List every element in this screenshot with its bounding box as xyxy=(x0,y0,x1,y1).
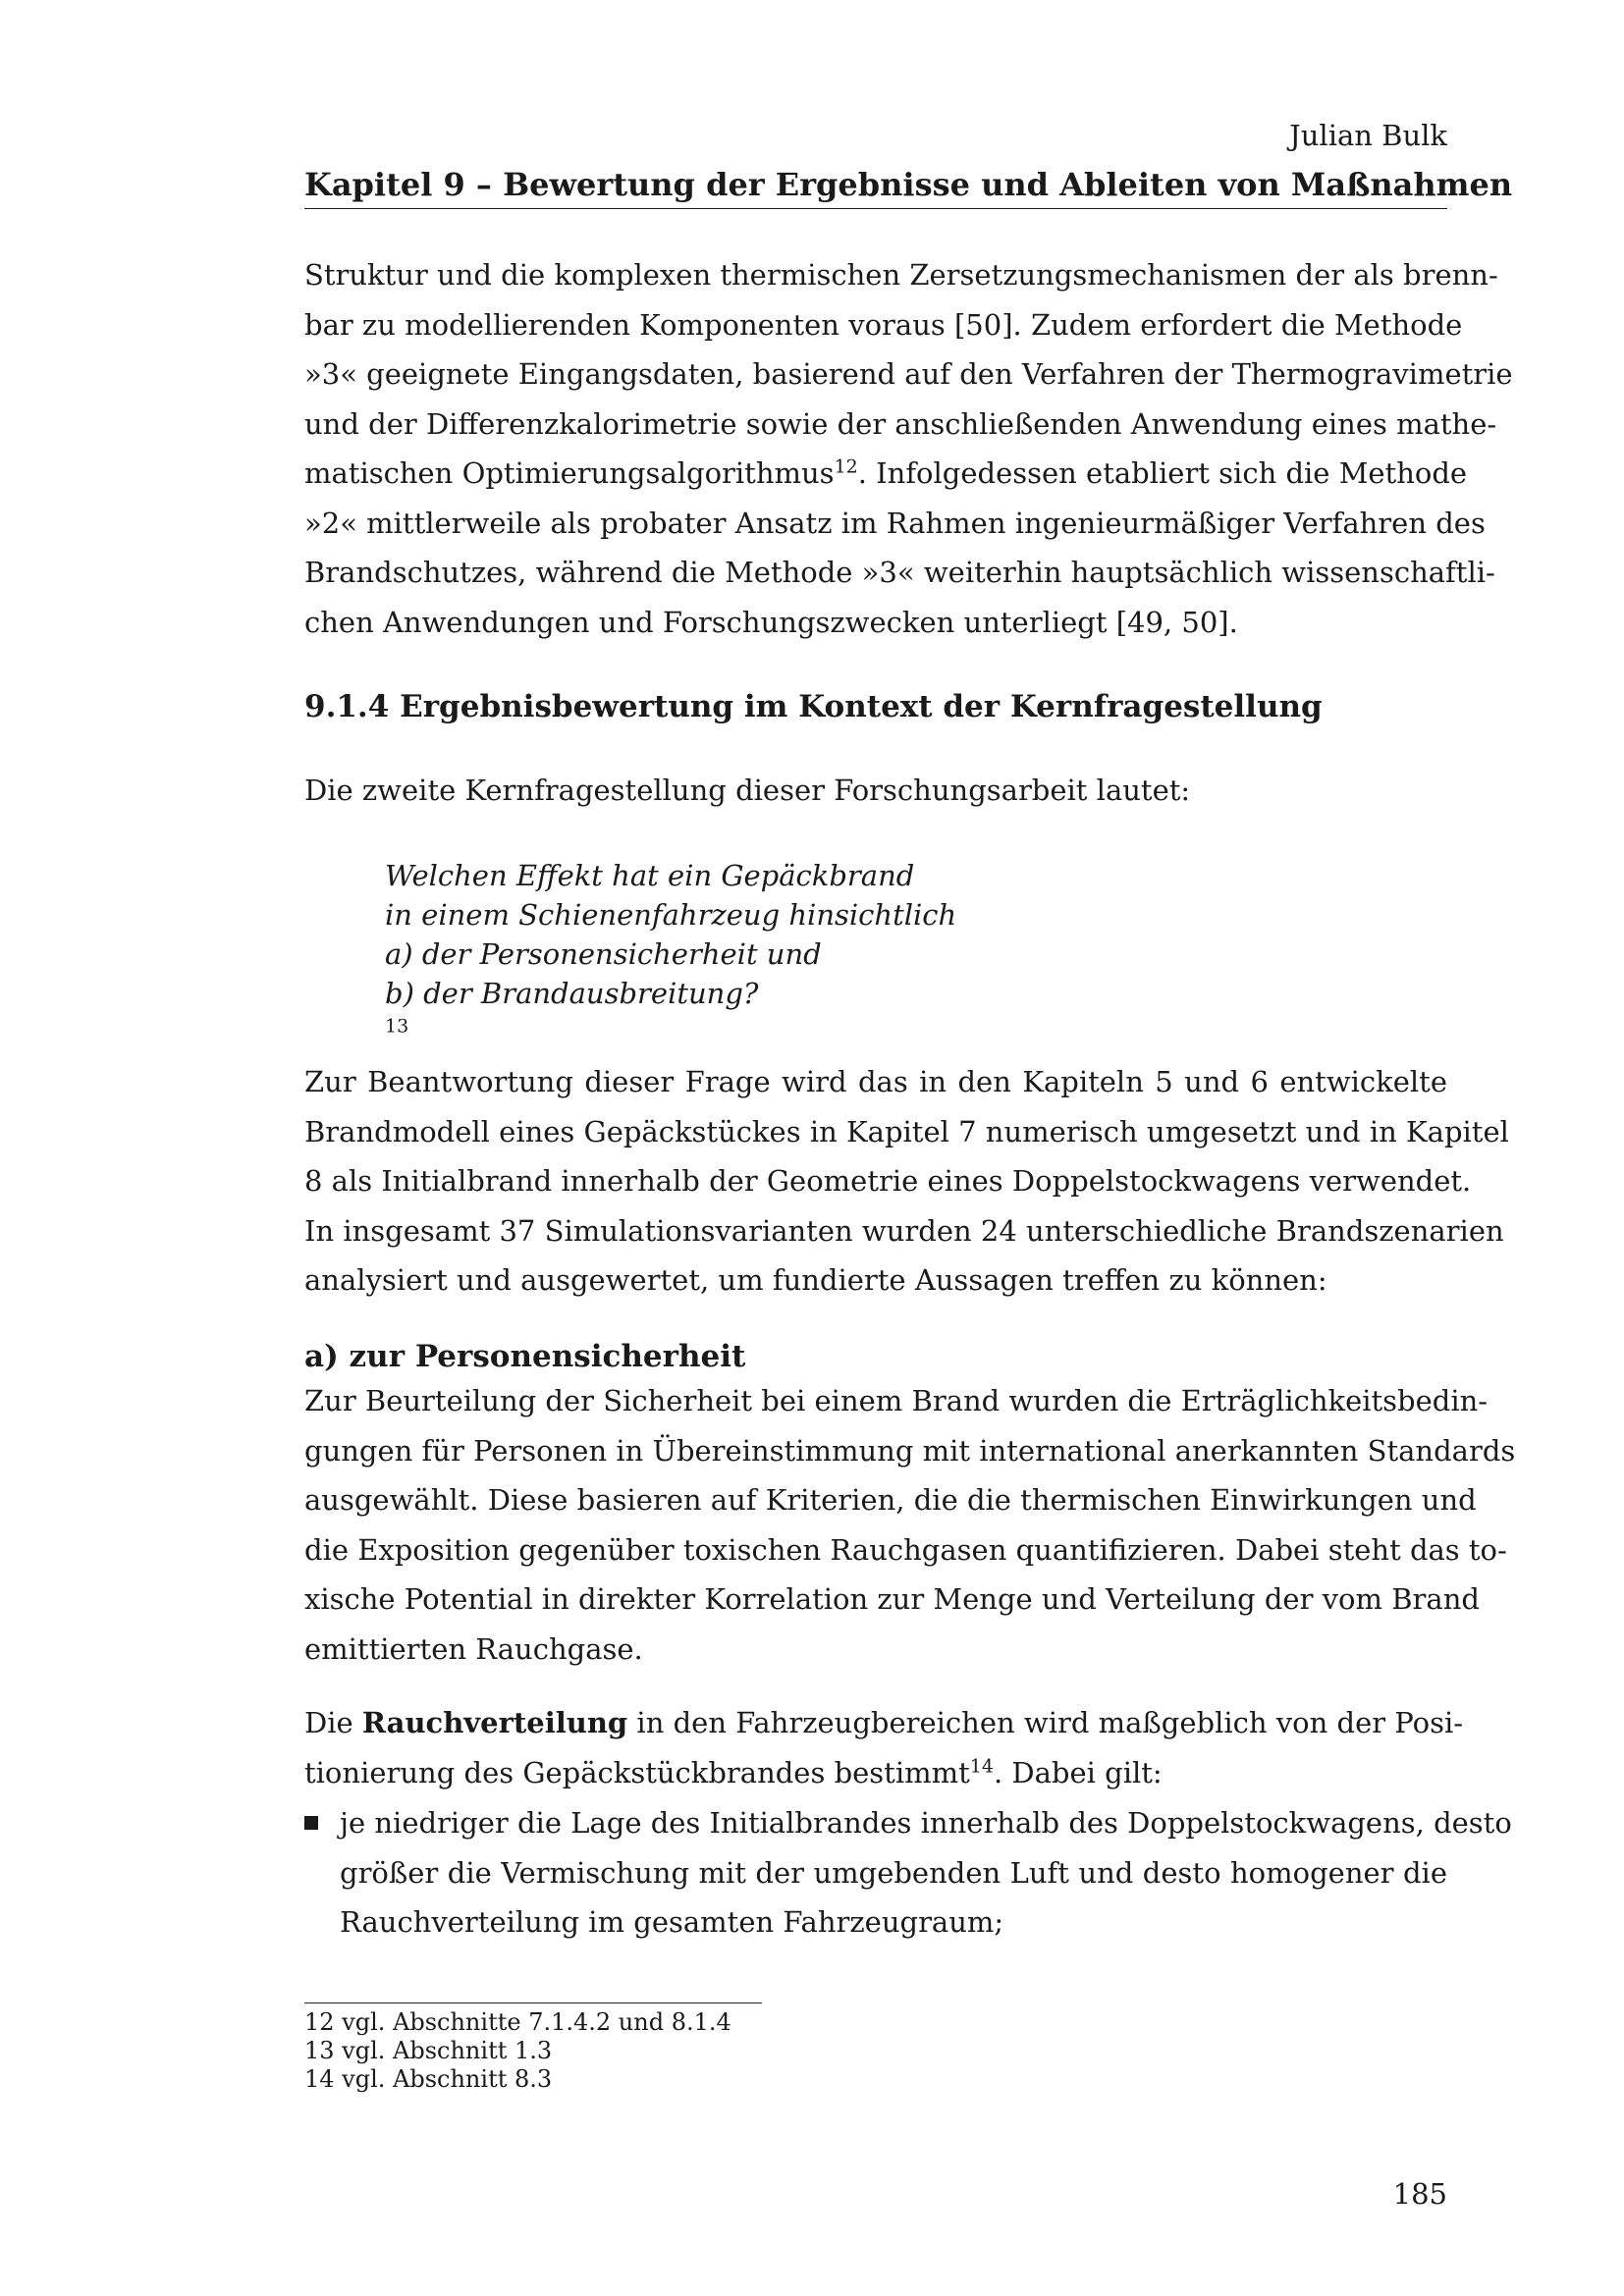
bold-term: Rauchverteilung xyxy=(361,1706,628,1739)
quote-line: a) der Personensicherheit und xyxy=(385,937,822,971)
footnotes xyxy=(304,2008,731,2094)
text-line: gungen für Personen in Übereinstimmung mit international anerkannten Standards xyxy=(304,1433,1516,1468)
text-line xyxy=(304,1748,1447,1798)
text-line: bar zu modellierenden Komponenten voraus [50]. Zudem erfordert die Methode xyxy=(304,307,1463,342)
quote-line: Welchen Effekt hat ein Gepäckbrand xyxy=(385,859,915,892)
footnote-mark-12: 12 xyxy=(834,455,858,478)
text-line: In insgesamt 37 Simulationsvarianten wurden 24 unterschiedliche Brandszenarien xyxy=(304,1213,1504,1248)
text-line: 8 als Initialbrand innerhalb der Geometrie eines Doppelstockwagens verwendet. xyxy=(304,1164,1472,1198)
footnote-rule xyxy=(304,2002,762,2003)
text-line: Zur Beurteilung der Sicherheit bei einem Brand wurden die Erträglichkeitsbedin- xyxy=(304,1384,1489,1417)
header-author: Julian Bulk xyxy=(1289,119,1447,152)
header-rule xyxy=(304,208,1447,209)
paragraph-answer-approach xyxy=(304,1057,1509,1306)
text-segment: . Dabei gilt: xyxy=(993,1755,1163,1789)
text-segment: in den Fahrzeugbereichen wird maßgeblich von der Posi- xyxy=(627,1706,1464,1739)
text-line: Brandmodell eines Gepäckstückes in Kapitel 7 numerisch umgesetzt und in Kapitel xyxy=(304,1114,1509,1148)
quote-line xyxy=(385,974,956,1052)
text-line: »2« mittlerweile als probater Ansatz im Rahmen ingenieurmäßiger Verfahren des xyxy=(304,506,1486,540)
paragraph-personal-safety xyxy=(304,1376,1516,1674)
section-intro: Die zweite Kernfragestellung dieser Forschungsarbeit lautet: xyxy=(304,774,1191,807)
footnote-12: 12 vgl. Abschnitte 7.1.4.2 und 8.1.4 xyxy=(304,2008,731,2036)
text-line xyxy=(304,449,1468,499)
text-line xyxy=(304,1698,1464,1748)
bullet-item xyxy=(340,1798,1512,1948)
text-line: emittierten Rauchgase. xyxy=(304,1631,643,1666)
footnote-mark-14: 14 xyxy=(969,1754,994,1777)
text-line: analysiert und ausgewertet, um fundierte Aussagen treffen zu können: xyxy=(304,1263,1327,1297)
text-line: größer die Vermischung mit der umgebenden Luft und desto homogener die xyxy=(340,1855,1447,1890)
text-line: »3« geeignete Eingangsdaten, basierend auf den Verfahren der Thermogravimetrie xyxy=(304,357,1513,391)
text-line: Zur Beantwortung dieser Frage wird das in den Kapiteln 5 und 6 entwickelte xyxy=(304,1065,1447,1098)
text-segment: matischen Optimierungsalgorithmus xyxy=(304,456,835,490)
text-segment: . Infolgedessen etabliert sich die Methode xyxy=(857,456,1468,490)
footnote-mark-13: 13 xyxy=(385,1015,409,1038)
header-chapter-title: Kapitel 9 – Bewertung der Ergebnisse und Ableiten von Maßnahmen xyxy=(304,166,1513,203)
paragraph-smoke-distribution xyxy=(304,1698,1464,1797)
quote-line: in einem Schienenfahrzeug hinsichtlich xyxy=(385,898,957,932)
text-line: Brandschutzes, während die Methode »3« weiterhin hauptsächlich wissenschaftli- xyxy=(304,556,1495,589)
text-line: je niedriger die Lage des Initialbrandes innerhalb des Doppelstockwagens, desto xyxy=(340,1806,1512,1840)
footnote-14: 14 vgl. Abschnitt 8.3 xyxy=(304,2065,553,2093)
quote-text: b) der Brandausbreitung? xyxy=(385,977,759,1010)
section-heading: 9.1.4 Ergebnisbewertung im Kontext der Kernfragestellung xyxy=(304,689,1323,724)
text-line: Struktur und die komplexen thermischen Zersetzungsmechanismen der als brenn- xyxy=(304,258,1498,292)
bullet-square-icon xyxy=(304,1816,318,1830)
research-question-quote xyxy=(385,856,956,1052)
text-segment: Die xyxy=(304,1706,362,1739)
text-line: Rauchverteilung im gesamten Fahrzeugraum; xyxy=(340,1905,1004,1939)
footnote-13: 13 vgl. Abschnitt 1.3 xyxy=(304,2037,553,2064)
paragraph-intro xyxy=(304,250,1513,647)
text-line: xische Potential in direkter Korrelation zur Menge und Verteilung der vom Brand xyxy=(304,1582,1480,1616)
text-line: und der Differenzkalorimetrie sowie der anschließenden Anwendung eines mathe- xyxy=(304,406,1497,441)
text-line: ausgewählt. Diese basieren auf Kriterien, die die thermischen Einwirkungen und xyxy=(304,1483,1477,1517)
subsection-heading: a) zur Personensicherheit xyxy=(304,1339,746,1374)
text-line: die Exposition gegenüber toxischen Rauchgasen quantifizieren. Dabei steht das to- xyxy=(304,1532,1507,1567)
text-segment: tionierung des Gepäckstückbrandes bestimmt xyxy=(304,1755,970,1789)
text-line: chen Anwendungen und Forschungszwecken unterliegt [49, 50]. xyxy=(304,605,1238,639)
page-number: 185 xyxy=(1392,2177,1447,2211)
